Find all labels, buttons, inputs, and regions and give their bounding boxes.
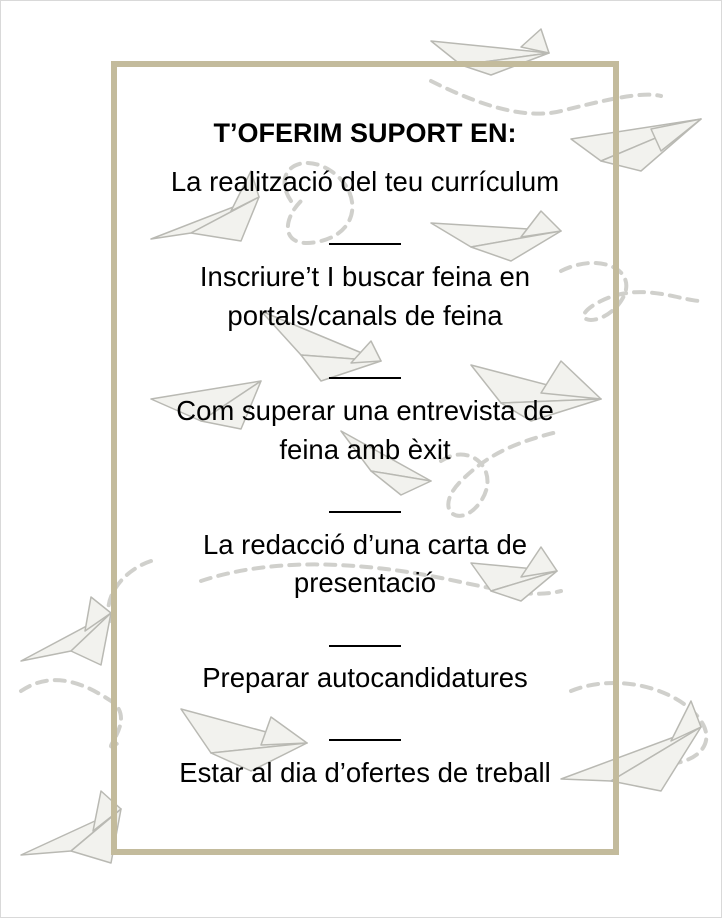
separator-line [329, 645, 401, 647]
list-item: feina amb èxit [279, 434, 451, 465]
list-item: Inscriure’t I buscar feina en [199, 261, 531, 292]
separator-line [329, 739, 401, 741]
list-item: portals/canals de feina [227, 300, 503, 331]
list-item: Preparar autocandidatures [202, 662, 528, 693]
paper-plane-icon [21, 791, 121, 863]
separator-line [329, 511, 401, 513]
list-item: presentació [293, 567, 437, 598]
separator-line [329, 377, 401, 379]
list-item: La realització del teu currículum [170, 166, 560, 197]
separator-line [329, 243, 401, 245]
list-item: La redacció d’una carta de [202, 529, 528, 560]
list-item: Estar al dia d’ofertes de treball [179, 757, 551, 788]
list-item: Com superar una entrevista de [176, 395, 554, 426]
dashed-trail [21, 680, 121, 746]
paper-plane-icon [21, 597, 111, 665]
page-title: T’OFERIM SUPORT EN: [213, 118, 517, 148]
